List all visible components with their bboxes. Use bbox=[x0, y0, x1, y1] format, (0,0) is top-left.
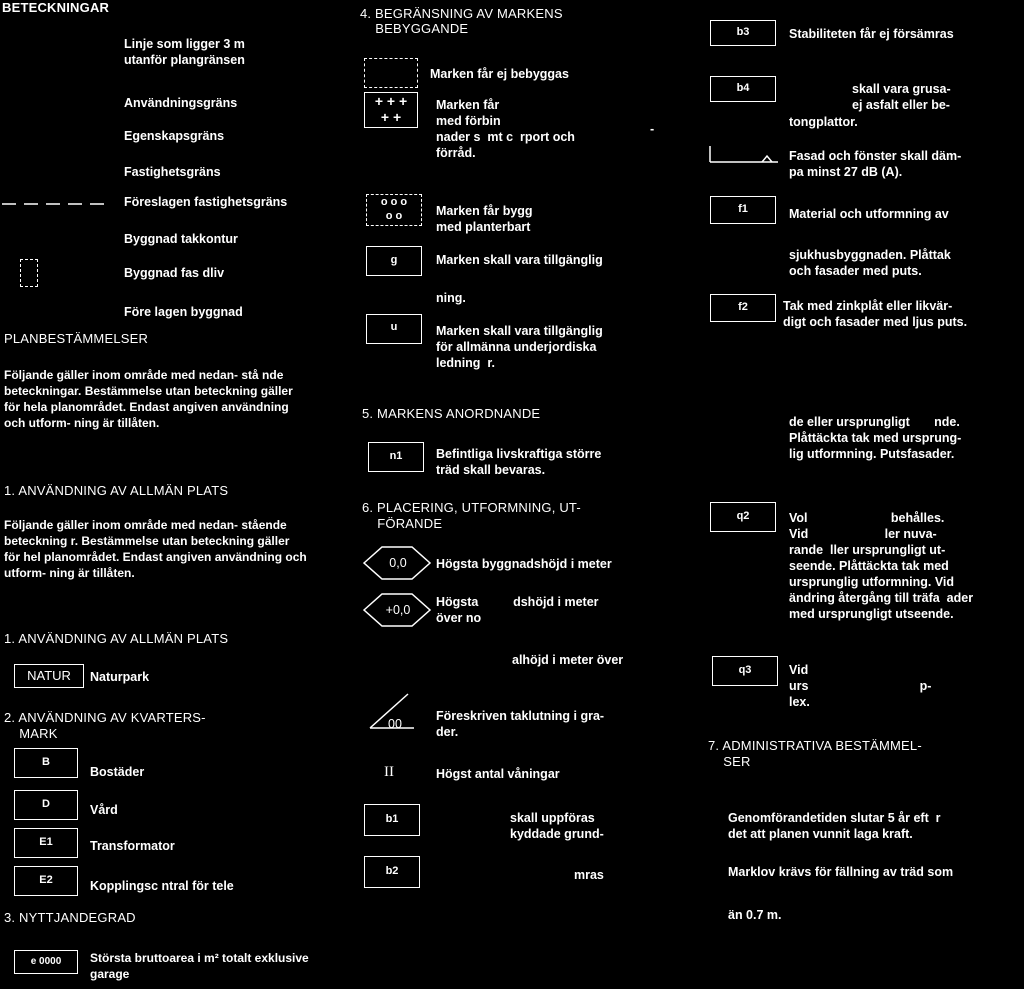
code-label: Bostäder bbox=[90, 765, 145, 779]
legend-title: BETECKNINGAR bbox=[2, 0, 110, 15]
rule-text: Högsta byggnadshöjd i meter bbox=[436, 557, 612, 571]
vaning-code: II bbox=[384, 764, 394, 780]
natur-code: NATUR bbox=[14, 664, 84, 688]
plan-text-2: Följande gäller inom område med nedan- stående beteckning r. Bestämmelse utan beteckning gäller för hel planområdet. Endast angiven användning och utform- ning är tillåten. bbox=[4, 518, 307, 580]
rule-text: än 0.7 m. bbox=[728, 908, 782, 922]
section-heading: 5. MARKENS ANORDNANDE bbox=[362, 406, 541, 421]
g-box: g bbox=[366, 246, 422, 276]
rule-text: mras bbox=[574, 868, 604, 882]
legend-item: Användningsgräns bbox=[124, 96, 238, 110]
rule-text: Vol behålles. Vid ler nuva- rande ller ursprungligt ut- seende. Plåttäckta tak med ursprunglig utformning. Vid ändring återgång till träfa ader med ursprungligt utseende. bbox=[789, 511, 974, 621]
rule-text: alhöjd i meter över bbox=[512, 653, 624, 667]
legend-item: Före lagen byggnad bbox=[124, 305, 243, 319]
e-code: e 0000 bbox=[14, 950, 78, 974]
legend-item: Byggnad fas dliv bbox=[124, 266, 225, 280]
q2-box: q2 bbox=[710, 502, 776, 532]
rule-text: Marken får bygg med planterbart bbox=[436, 204, 533, 234]
u-box: u bbox=[366, 314, 422, 344]
code-box: D bbox=[14, 790, 78, 820]
b1-box: b1 bbox=[364, 804, 420, 836]
plan-heading: PLANBESTÄMMELSER bbox=[4, 331, 149, 346]
rule-text: Material och utformning av bbox=[789, 207, 949, 221]
section-heading: 6. PLACERING, UTFORMNING, UT- FÖRANDE bbox=[362, 500, 581, 531]
rule-text: Högst antal våningar bbox=[436, 767, 560, 781]
rule-text: Marken skall vara tillgänglig för allmänna underjordiska ledning r. bbox=[436, 324, 603, 370]
rule-text: Högsta dshöjd i meter över no bbox=[436, 595, 599, 625]
section-heading: 4. BEGRÄNSNING AV MARKENS BEBYGGANDE bbox=[360, 6, 563, 36]
rule-text: Marklov krävs för fällning av träd som bbox=[728, 865, 954, 879]
rule-text: tongplattor. bbox=[789, 115, 858, 129]
e-label: Största bruttoarea i m² totalt exklusive garage bbox=[90, 951, 309, 981]
code-label: Vård bbox=[90, 803, 118, 817]
legend-item: Egenskapsgräns bbox=[124, 129, 225, 143]
n1-box: n1 bbox=[368, 442, 424, 472]
f2-box: f2 bbox=[710, 294, 776, 322]
code-box: B bbox=[14, 748, 78, 778]
hojd2-code: +0,0 bbox=[385, 603, 411, 617]
rule-text: Stabiliteten får ej försämras bbox=[789, 27, 954, 41]
rule-text: skall vara grusa- ej asfalt eller be- bbox=[852, 82, 951, 112]
code-label: Transformator bbox=[90, 839, 175, 853]
rule-text: de eller ursprungligt nde. Plåttäckta tak med ursprung- lig utformning. Putsfasader. bbox=[789, 415, 962, 461]
ring-box-icon: o o o o o bbox=[366, 194, 422, 226]
rule-text: Marken skall vara tillgänglig bbox=[436, 253, 603, 267]
legend-item: Fastighetsgräns bbox=[124, 165, 221, 179]
rule-text: Vid urs p- lex. bbox=[789, 663, 932, 709]
section-heading: 3. NYTTJANDEGRAD bbox=[4, 910, 136, 925]
rule-text: ning. bbox=[436, 291, 466, 305]
tak-code: 00 bbox=[388, 717, 402, 731]
code-box: E2 bbox=[14, 866, 78, 896]
f1-box: f1 bbox=[710, 196, 776, 224]
rule-text: Genomförandetiden slutar 5 år eft r det att planen vunnit laga kraft. bbox=[728, 811, 941, 841]
code-box: E1 bbox=[14, 828, 78, 858]
legend-item: Föreslagen fastighetsgräns bbox=[124, 195, 288, 209]
section-heading: 2. ANVÄNDNING AV KVARTERS- MARK bbox=[4, 710, 206, 741]
rule-text: Föreskriven taklutning i gra- der. bbox=[436, 709, 605, 739]
rule-text: Tak med zinkplåt eller likvär- digt och fasader med ljus puts. bbox=[783, 299, 968, 329]
b4-box: b4 bbox=[710, 76, 776, 102]
rule-text: Marken får ej bebyggas bbox=[430, 67, 569, 81]
plan-text: Följande gäller inom område med nedan- stå nde beteckningar. Bestämmelse utan beteckning gäller för hela planområdet. Endast angiven användning och utform- ning är tillåten. bbox=[4, 368, 293, 430]
rule-text: skall uppföras kyddade grund- bbox=[510, 811, 604, 841]
legend-item: Byggnad takkontur bbox=[124, 232, 238, 246]
dashed-box-icon bbox=[20, 259, 38, 287]
section-heading: 1. ANVÄNDNING AV ALLMÄN PLATS bbox=[4, 483, 229, 498]
facade-icon bbox=[706, 144, 780, 166]
section-heading: 1. ANVÄNDNING AV ALLMÄN PLATS bbox=[4, 631, 229, 646]
rule-text: Fasad och fönster skall däm- pa minst 27 dB (A). bbox=[789, 149, 962, 179]
q3-box: q3 bbox=[712, 656, 778, 686]
section-heading: 7. ADMINISTRATIVA BESTÄMMEL- SER bbox=[708, 738, 922, 769]
rule-text: Befintliga livskraftiga större träd skall bevaras. bbox=[436, 447, 602, 477]
rule-text: Marken får med förbin nader s mt c rport och förråd. bbox=[436, 98, 575, 160]
rule-text: sjukhusbyggnaden. Plåttak och fasader med puts. bbox=[789, 248, 951, 278]
legend-item: utanför plangränsen bbox=[124, 53, 245, 67]
cross-box-icon: + + + + + bbox=[364, 92, 418, 128]
code-label: Kopplingsc ntral för tele bbox=[90, 879, 234, 893]
dashed-line-icon bbox=[2, 200, 112, 208]
b2-box: b2 bbox=[364, 856, 420, 888]
legend-item: Linje som ligger 3 m bbox=[124, 37, 245, 51]
natur-label: Naturpark bbox=[90, 670, 150, 684]
hojd1-code: 0,0 bbox=[389, 556, 407, 570]
dotted-box-icon bbox=[364, 58, 418, 88]
dash-mark: - bbox=[650, 122, 655, 136]
b3-box: b3 bbox=[710, 20, 776, 46]
